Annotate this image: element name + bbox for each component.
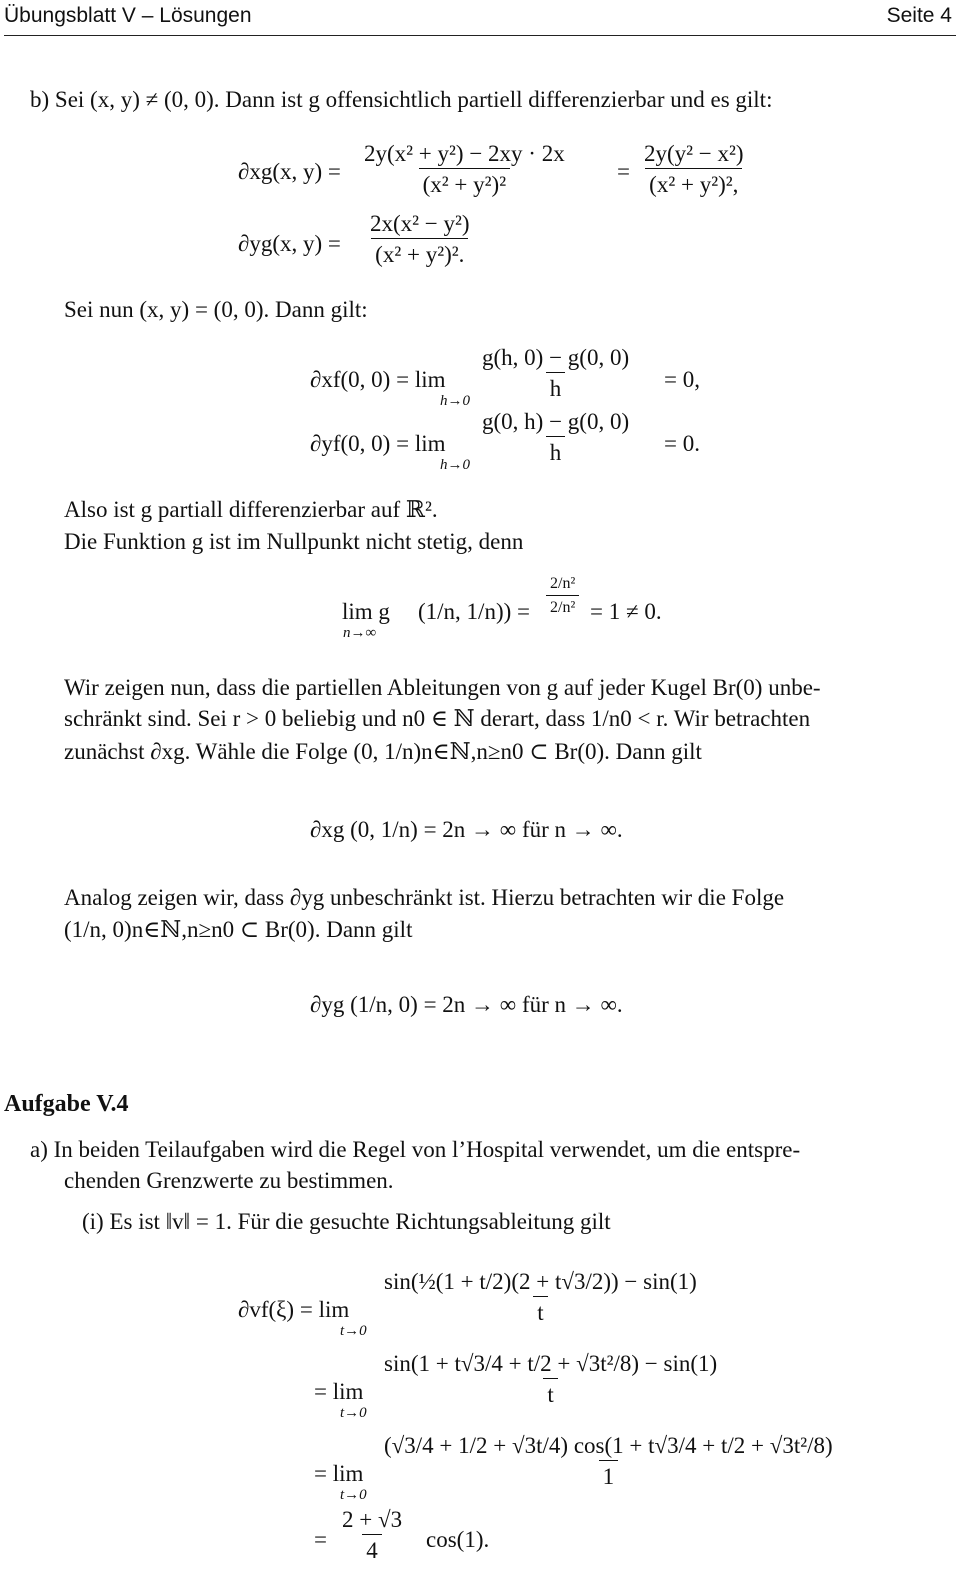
eq2-denominator: t (543, 1378, 557, 1406)
eq3-limit-subscript: t→0 (340, 1487, 367, 1503)
part-a-line-2: chenden Grenzwerte zu bestimmen. (64, 1168, 394, 1193)
eq3-fraction (380, 1434, 837, 1488)
dxf-result: = 0, (664, 367, 700, 392)
dyf-numerator: g(0, h) − g(0, 0) (482, 409, 630, 434)
sequence-x-equation: ∂xg (0, 1/n) = 2n → ∞ für n → ∞. (310, 817, 623, 842)
dxg-equals: = (617, 159, 630, 184)
limit-expr-fraction (546, 576, 579, 616)
dyf-lhs: ∂yf(0, 0) = lim (310, 431, 446, 456)
analog-line-1: Analog zeigen wir, dass ∂yg unbeschränkt ist. Hierzu betrachten wir die Folge (64, 885, 785, 910)
eq1-lhs: ∂vf(ξ) = lim (238, 1297, 350, 1322)
eq3-numerator: (√3/4 + 1/2 + √3t/4) cos(1 + t√3/4 + t/2 + √3t²/8) (384, 1433, 833, 1458)
eq2-limit-subscript: t→0 (340, 1405, 367, 1421)
not-continuous-text: Die Funktion g ist im Nullpunkt nicht stetig, denn (64, 529, 524, 554)
dxg-denominator-1: (x² + y²)² (419, 168, 510, 196)
eq4-numerator: 2 + √3 (342, 1507, 403, 1532)
limit-expr-result: = 1 ≠ 0. (590, 599, 662, 624)
sequence-y-equation: ∂yg (1/n, 0) = 2n → ∞ für n → ∞. (310, 992, 623, 1017)
eq1-denominator: t (533, 1296, 547, 1324)
dyf-result: = 0. (664, 431, 700, 456)
limit-expr-denominator: 2/n² (546, 595, 579, 616)
section-heading: Aufgabe V.4 (4, 1091, 129, 1117)
limit-expr-argument: (1/n, 1/n)) = (418, 599, 530, 624)
conclusion-text: Also ist g partiall differenzierbar auf ℝ². (64, 497, 438, 522)
dxf-denominator: h (546, 372, 566, 400)
analog-line-2: (1/n, 0)n∈ℕ,n≥n0 ⊂ Br(0). Dann gilt (64, 917, 413, 942)
eq1-numerator: sin(½(1 + t/2)(2 + t√3/2)) − sin(1) (384, 1269, 697, 1294)
page-header (0, 0, 960, 34)
eq1-fraction (380, 1270, 701, 1324)
dyf-fraction (478, 410, 633, 464)
dxf-limit-subscript: h→0 (440, 393, 470, 409)
unbounded-line-3: zunächst ∂xg. Wähle die Folge (0, 1/n)n∈ℕ,n≥n0 ⊂ Br(0). Dann gilt (64, 739, 702, 764)
eq2-lim: = lim (314, 1379, 364, 1404)
unbounded-line-2: schränkt sind. Sei r > 0 beliebig und n0 ∈ ℕ derart, dass 1/n0 < r. Wir betrachten (64, 706, 811, 731)
dyf-denominator: h (546, 436, 566, 464)
part-a-i-line: (i) Es ist ‖v‖ = 1. Für die gesuchte Richtungsableitung gilt (82, 1209, 611, 1234)
dxg-fraction-2 (640, 142, 748, 196)
dxf-numerator: g(h, 0) − g(0, 0) (482, 345, 630, 370)
eq3-lim: = lim (314, 1461, 364, 1486)
dyg-lhs: ∂yg(x, y) = (238, 231, 341, 256)
part-a-line-1: a) In beiden Teilaufgaben wird die Regel von l’Hospital verwendet, um die entspre- (30, 1137, 801, 1162)
limit-expr-numerator: 2/n² (550, 575, 576, 592)
eq2-fraction (380, 1352, 721, 1406)
dyg-fraction (366, 212, 474, 266)
dxg-numerator-1: 2y(x² + y²) − 2xy · 2x (364, 141, 565, 166)
limit-expr-lhs: lim g (342, 599, 390, 624)
dyf-limit-subscript: h→0 (440, 457, 470, 473)
header-page-number: Seite 4 (886, 4, 952, 27)
header-rule (4, 35, 956, 36)
dxg-denominator-2: (x² + y²)², (645, 168, 742, 196)
part-b-intro: b) Sei (x, y) ≠ (0, 0). Dann ist g offensichtlich partiell differenzierbar und es gilt: (30, 87, 773, 112)
dxf-fraction (478, 346, 633, 400)
unbounded-line-1: Wir zeigen nun, dass die partiellen Ableitungen von g auf jeder Kugel Br(0) unbe- (64, 675, 821, 700)
dxg-fraction-1 (360, 142, 569, 196)
dyg-denominator: (x² + y²)². (371, 238, 468, 266)
dxg-lhs: ∂xg(x, y) = (238, 159, 341, 184)
dxg-numerator-2: 2y(y² − x²) (644, 141, 744, 166)
eq2-numerator: sin(1 + t√3/4 + t/2 + √3t²/8) − sin(1) (384, 1351, 718, 1376)
header-title: Übungsblatt V – Lösungen (4, 4, 252, 27)
eq1-limit-subscript: t→0 (340, 1323, 367, 1339)
limit-expr-subscript: n→∞ (343, 625, 377, 641)
eq3-denominator: 1 (599, 1460, 619, 1488)
eq4-tail: cos(1). (426, 1527, 490, 1552)
eq4-fraction (338, 1508, 406, 1562)
eq4-denominator: 4 (362, 1534, 382, 1562)
dyg-numerator: 2x(x² − y²) (370, 211, 470, 236)
at-zero-text: Sei nun (x, y) = (0, 0). Dann gilt: (64, 297, 368, 322)
dxf-lhs: ∂xf(0, 0) = lim (310, 367, 446, 392)
eq4-equals: = (314, 1527, 327, 1552)
